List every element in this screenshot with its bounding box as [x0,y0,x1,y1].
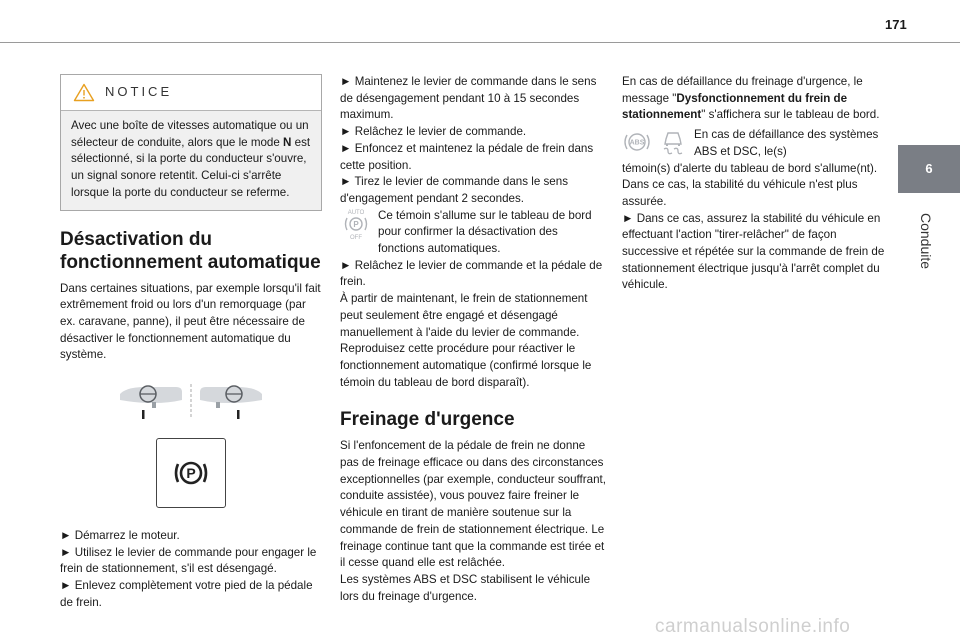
failure-text-a: En cas de défaillance du freinage d'urgence, le message " [622,75,863,105]
section-title-emergency: Freinage d'urgence [340,409,515,431]
parking-brake-icon [171,456,211,490]
notice-title: NOTICE [105,84,173,100]
notice-body [61,111,321,210]
dsc-skid-icon [658,127,688,157]
parking-button-illustration [60,438,322,508]
failure-text-b: " s'affichera sur le tableau de bord. [701,108,880,122]
deactivation-steps: ► Démarrez le moteur. ► Utilisez le levier de commande pour engager le frein de stationnement, s'il est désengagé. ► Enlevez complètement votre pied de la pédale de frein. [60,529,317,609]
svg-text:AUTO: AUTO [347,209,365,216]
top-rule [0,42,960,43]
failure-message-bold: Dysfonctionnement du frein de stationnement [622,91,848,122]
svg-text:P: P [186,465,196,482]
abs-warning-icon [622,127,652,157]
section-title-deactivation: Désactivation du fonctionnement automatique [60,228,321,273]
abs-dsc-text-rest: témoin(s) d'alerte du tableau de bord s'allume(nt). Dans ce cas, la stabilité du véhicule n'est plus assurée. ► Dans ce cas, assurez la stabilité du véhicule en effectuant l'action "tirer-relâcher" de façon successive et répétée sur la commande de frein de stationnement électrique jusqu'à l'arrêt complet du véhicule. [622,161,885,292]
failure-message-paragraph [622,74,888,124]
notice-bold-mode: N [283,135,292,149]
notice-header [61,75,321,111]
deactivation-intro: Dans certaines situations, par exemple lorsqu'il fait extrêmement froid ou lors d'un remorquage (par ex. caravane, panne), il peut être nécessaire de désactiver le fonctionnement automatique du système. [60,281,321,362]
auto-off-text-lead: Ce témoin s'allume sur le tableau de bord pour confirmer la désactivation des fonctions automatiques. [378,208,592,256]
steering-wheel-lhd-rhd-icon [116,382,266,422]
emergency-text: Si l'enfoncement de la pédale de frein ne donne pas de freinage efficace ou dans des circonstances exceptionnelles (par exemple, conducteur souffrant, conduite assistée), vous pouvez faire freiner le véhicule en tirant de manière soutenue sur la commande de frein de stationnement électrique. Le freinage continue tant que la commande est tirée et il cesse quand elle est relâchée. Les systèmes ABS et DSC stabilisent le véhicule lors du freinage d'urgence. [340,439,606,603]
column-middle [340,74,606,605]
svg-text:OFF: OFF [350,234,362,240]
release-steps: ► Relâchez le levier de commande et la pédale de frein. À partir de maintenant, le frein de stationnement peut seulement être engagé et désengagé manuellement à l'aide du levier de commande. Reproduisez cette procédure pour réactiver le fonctionnement automatique (confirmé lorsque le témoin du tableau de bord disparaît). [340,258,603,389]
page-number: 171 [885,17,907,32]
notice-text-a: Avec une boîte de vitesses automatique ou un sélecteur de conduite, alors que le mode [71,119,309,149]
notice-box [60,74,322,211]
auto-off-warning [340,208,606,258]
steering-wheel-illustration [60,382,322,422]
notice-text-b: est sélectionné, si la porte du conducteur s'ouvre, un signal sonore retentit. Celui-ci s'arrête lorsque la porte du conducteur se referme. [71,135,311,199]
abs-dsc-text-lead: En cas de défaillance des systèmes ABS et DSC, le(s) [694,128,879,158]
column-right [622,74,888,294]
chapter-label: Conduite [918,213,934,270]
warning-triangle-icon [73,83,95,102]
svg-text:ABS: ABS [629,139,645,147]
abs-dsc-warning [622,127,888,160]
parking-button-frame [156,438,226,508]
watermark-url[interactable]: carmanualsonline.info [655,616,851,637]
column-left [60,74,322,612]
svg-text:P: P [353,219,359,229]
procedure-steps: ► Maintenez le levier de commande dans le sens de désengagement pendant 10 à 15 secondes maximum. ► Relâchez le levier de commande. ► Enfoncez et maintenez la pédale de frein dans cette position. ► Tirez le levier de commande dans le sens d'engagement pendant 2 secondes. [340,75,597,205]
parking-auto-off-icon [340,208,372,240]
chapter-tab[interactable]: 6 [898,145,960,193]
